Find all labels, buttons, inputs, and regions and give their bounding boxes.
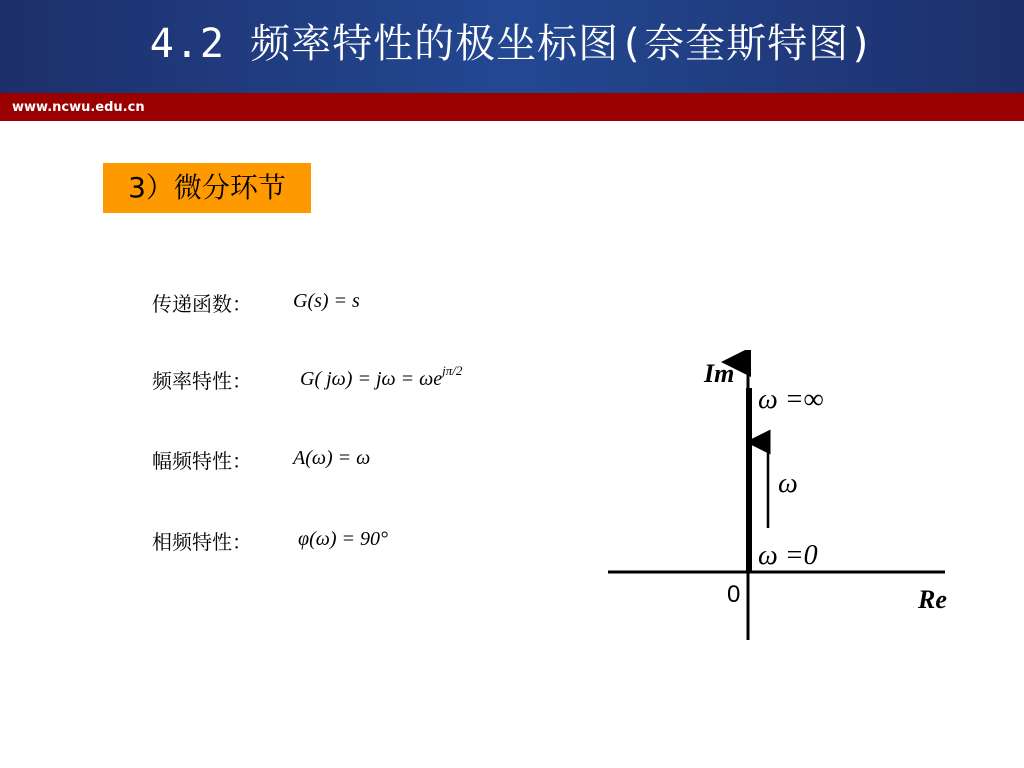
page-title: 4.2 频率特性的极坐标图(奈奎斯特图) [149,21,875,67]
omega-infinity-label: ω =∞ [758,384,824,415]
transfer-function-label: 传递函数： [152,292,252,316]
phase-characteristic-label: 相频特性： [152,530,252,554]
omega-zero-label: ω =0 [758,540,818,571]
im-axis-label: Im [704,359,735,388]
frequency-formula-exponent: jπ/2 [442,363,463,378]
frequency-formula-main: G( jω) = jω = ωe [300,368,443,390]
phase-characteristic-formula: φ(ω) = 90° [298,528,388,550]
re-axis-label: Re [918,585,947,614]
transfer-function-formula: G(s) = s [293,290,360,312]
nyquist-plot [600,350,960,645]
origin-label: 0 [727,581,741,608]
frequency-characteristic-formula [300,363,463,391]
magnitude-characteristic-formula: A(ω) = ω [293,447,371,469]
frequency-characteristic-label: 频率特性： [152,369,252,393]
magnitude-characteristic-label: 幅频特性： [152,449,252,473]
url-bar [0,93,1024,121]
header-bar [0,0,1024,93]
site-url: www.ncwu.edu.cn [12,100,145,115]
omega-label: ω [778,468,798,499]
section-label: 3）微分环节 [103,163,311,213]
